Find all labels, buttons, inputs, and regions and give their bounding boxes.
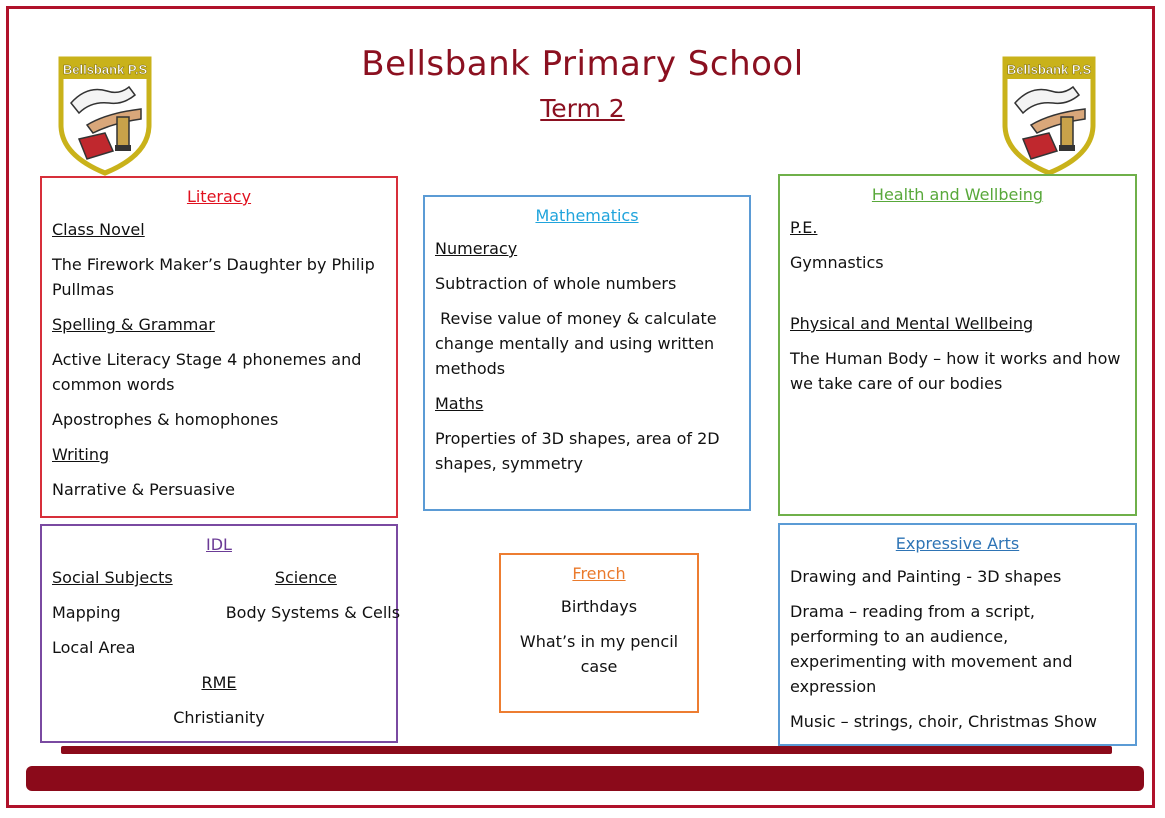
footer-rule-thick (26, 766, 1144, 791)
expressive-arts-heading: Expressive Arts (895, 534, 1020, 553)
numeracy-text-2: Revise value of money & calculate change mentally and using written methods (435, 309, 722, 378)
social-text-2: Local Area (52, 638, 136, 657)
literacy-heading: Literacy (186, 187, 252, 206)
class-novel-text: The Firework Maker’s Daughter by Philip Pullmas (52, 255, 375, 299)
numeracy-label: Numeracy (435, 239, 518, 258)
idl-subject-headings (52, 565, 386, 590)
writing-text: Narrative & Persuasive (52, 480, 236, 499)
pe-label: P.E. (790, 218, 818, 237)
arts-text-1: Drawing and Painting - 3D shapes (790, 567, 1062, 586)
wellbeing-text: The Human Body – how it works and how we take care of our bodies (790, 349, 1121, 393)
mathematics-panel (423, 195, 751, 511)
pe-text: Gymnastics (790, 253, 884, 272)
french-text-1: Birthdays (560, 597, 638, 616)
spelling-text-2: Apostrophes & homophones (52, 410, 279, 429)
maths-text: Properties of 3D shapes, area of 2D shapes, symmetry (435, 429, 720, 473)
health-heading: Health and Wellbeing (871, 185, 1044, 204)
spelling-label: Spelling & Grammar (52, 315, 215, 334)
numeracy-text-1: Subtraction of whole numbers (435, 274, 677, 293)
svg-text:Bellsbank P.S: Bellsbank P.S (62, 62, 148, 77)
spelling-text-1: Active Literacy Stage 4 phonemes and common words (52, 350, 362, 394)
social-text-1: Mapping (52, 603, 121, 622)
wellbeing-label: Physical and Mental Wellbeing (790, 314, 1034, 333)
rme-label: RME (201, 673, 237, 692)
science-text-1: Body Systems & Cells (225, 603, 401, 622)
health-wellbeing-panel (778, 174, 1137, 516)
page-title: Bellsbank Primary School (361, 44, 804, 84)
expressive-arts-panel (778, 523, 1137, 746)
rme-text: Christianity (173, 708, 265, 727)
arts-text-3: Music – strings, choir, Christmas Show (790, 712, 1097, 731)
idl-panel (40, 524, 401, 743)
science-label: Science (274, 568, 337, 587)
arts-text-2: Drama – reading from a script, performing to an audience, experimenting with movement and expression (790, 602, 1073, 696)
literacy-panel (40, 176, 398, 518)
idl-heading: IDL (206, 535, 232, 554)
idl-row-1 (52, 600, 401, 625)
french-text-2: What’s in my pencil case (519, 632, 679, 676)
french-panel (499, 553, 699, 713)
svg-text:Bellsbank P.S: Bellsbank P.S (1006, 62, 1092, 77)
mathematics-heading: Mathematics (535, 206, 639, 225)
french-heading: French (572, 564, 626, 583)
footer-rule-thin (61, 746, 1112, 754)
social-subjects-label: Social Subjects (52, 568, 173, 587)
page-subtitle: Term 2 (540, 94, 625, 123)
writing-label: Writing (52, 445, 110, 464)
class-novel-label: Class Novel (52, 220, 145, 239)
maths-label: Maths (435, 394, 484, 413)
